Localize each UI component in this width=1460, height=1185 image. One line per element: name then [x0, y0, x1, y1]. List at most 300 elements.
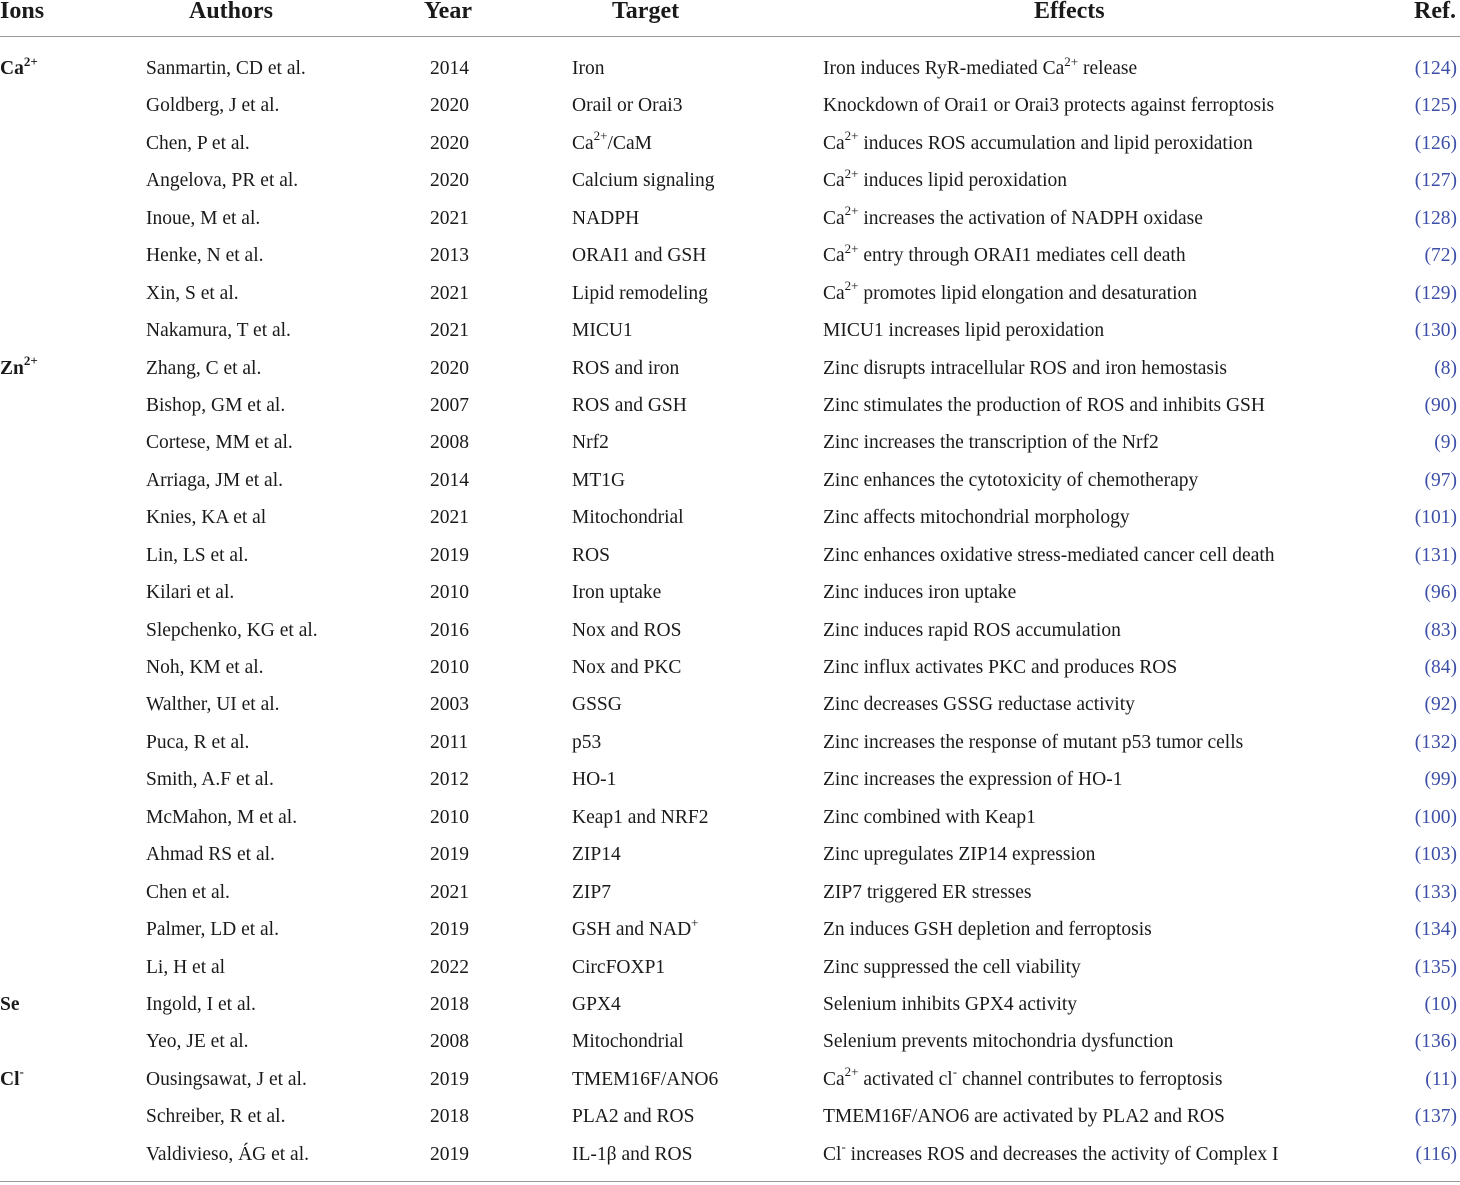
author-cell: Ingold, I et al. [146, 993, 256, 1015]
year-cell: 2019 [430, 1068, 469, 1090]
year-cell: 2021 [430, 507, 469, 529]
target-cell [572, 986, 621, 1023]
ref-cell [1415, 799, 1457, 836]
effect-cell [823, 949, 1081, 986]
target-cell [572, 612, 681, 649]
effect-sup: - [841, 1139, 846, 1155]
effect-text-post: promotes lipid elongation and desaturation [858, 282, 1197, 304]
target-cell [572, 799, 708, 836]
table-row [0, 612, 1460, 649]
effect-text: Zinc induces rapid ROS accumulation [823, 619, 1121, 641]
ref-close-paren: ) [1450, 694, 1457, 716]
effect-cell [823, 275, 1197, 312]
ion-cell [0, 1061, 24, 1098]
effect-cell [823, 50, 1137, 87]
effect-cell [823, 312, 1104, 349]
ref-open-paren: ( [1414, 507, 1422, 529]
effect-text: Selenium inhibits GPX4 activity [823, 993, 1078, 1015]
table-row [0, 50, 1460, 87]
effect-text: Knockdown of Orai1 or Orai3 protects against ferroptosis [823, 95, 1275, 117]
effect-text: Ca [823, 132, 845, 154]
ref-cell [1434, 424, 1457, 461]
target-cell [572, 836, 621, 873]
ref-close-paren: ) [1450, 394, 1457, 416]
effect-text: ZIP7 triggered ER stresses [823, 881, 1032, 903]
target-text: HO-1 [572, 769, 617, 791]
author-cell: Goldberg, J et al. [146, 95, 280, 117]
ref-cell [1425, 237, 1458, 274]
ref-link[interactable]: 99 [1431, 769, 1451, 791]
effect-text: Zinc affects mitochondrial morphology [823, 507, 1130, 529]
author-cell: Li, H et al [146, 956, 226, 978]
ref-cell [1415, 1136, 1457, 1173]
target-cell [572, 424, 609, 461]
ref-open-paren: ( [1425, 1068, 1432, 1090]
target-text: Keap1 and NRF2 [572, 806, 709, 828]
target-cell [572, 724, 601, 761]
effect-text: Zinc increases the response of mutant p53 tumor cells [823, 731, 1244, 753]
ref-link[interactable]: 8 [1440, 357, 1451, 379]
target-cell [572, 537, 610, 574]
ref-link[interactable]: 124 [1421, 58, 1451, 79]
effect-text: MICU1 increases lipid peroxidation [823, 320, 1105, 342]
ref-open-paren: ( [1414, 282, 1422, 304]
effect-text: Ca [823, 207, 845, 229]
year-cell: 2020 [430, 170, 469, 192]
ref-open-paren: ( [1414, 731, 1422, 753]
ref-close-paren: ) [1450, 769, 1457, 791]
ref-cell [1415, 1098, 1457, 1135]
effect-cell [823, 911, 1152, 948]
ref-link[interactable]: 130 [1421, 320, 1451, 342]
target-text: ROS and iron [572, 357, 680, 379]
ref-cell [1415, 312, 1457, 349]
year-cell: 2019 [430, 844, 469, 866]
author-cell: Smith, A.F et al. [146, 769, 274, 791]
table-row [0, 499, 1460, 536]
header-target: Target [612, 0, 680, 24]
ref-close-paren: ) [1450, 919, 1457, 941]
author-cell: Xin, S et al. [146, 282, 239, 304]
table-row [0, 237, 1460, 274]
target-text-post: /CaM [607, 132, 652, 154]
ref-link[interactable]: 11 [1431, 1068, 1451, 1090]
effect-text-post: induces lipid peroxidation [858, 170, 1068, 192]
effect-text-post: entry through ORAI1 mediates cell death [858, 245, 1186, 267]
effect-cell [823, 874, 1032, 911]
ref-cell [1425, 686, 1458, 723]
ref-close-paren: ) [1450, 469, 1457, 491]
ref-open-paren: ( [1415, 1143, 1422, 1165]
ref-link[interactable]: 116 [1421, 1143, 1451, 1165]
ref-open-paren: ( [1424, 993, 1431, 1015]
year-cell: 2010 [430, 657, 469, 678]
ref-open-paren: ( [1414, 95, 1422, 117]
effect-text: Zinc increases the expression of HO-1 [823, 769, 1123, 791]
effect-text: Zinc combined with Keap1 [823, 806, 1036, 828]
target-text: ROS and GSH [572, 394, 687, 416]
ref-open-paren: ( [1424, 394, 1431, 416]
table-row [0, 350, 1460, 387]
table-row [0, 686, 1460, 723]
effect-text: Zinc suppressed the cell viability [823, 956, 1081, 978]
ref-close-paren: ) [1450, 1106, 1457, 1128]
table-row [0, 275, 1460, 312]
target-cell [572, 125, 652, 162]
target-cell [572, 1061, 718, 1098]
ref-link[interactable]: 96 [1431, 582, 1451, 604]
year-cell: 2020 [430, 357, 469, 379]
ref-open-paren: ( [1434, 432, 1441, 454]
target-cell [572, 387, 687, 424]
table-row [0, 1136, 1460, 1173]
ref-close-paren: ) [1450, 1068, 1457, 1090]
ref-link[interactable]: 97 [1431, 469, 1451, 491]
target-text: GPX4 [572, 993, 621, 1015]
effect-cell [823, 162, 1067, 199]
ion-charge: - [19, 1064, 24, 1080]
target-text: IL-1β and ROS [572, 1143, 693, 1165]
year-cell: 2018 [430, 1106, 469, 1128]
ref-open-paren: ( [1414, 1031, 1422, 1053]
target-text: ORAI1 and GSH [572, 245, 707, 267]
effect-text: Zinc stimulates the production of ROS and inhibits GSH [823, 394, 1265, 416]
ref-close-paren: ) [1450, 881, 1457, 903]
table-row [0, 649, 1460, 686]
ref-open-paren: ( [1414, 956, 1422, 978]
target-sup: 2+ [593, 128, 608, 144]
ref-cell [1425, 387, 1458, 424]
effect-sup: - [952, 1064, 958, 1080]
table-row [0, 836, 1460, 873]
target-text: GSH and NAD [572, 919, 692, 941]
ref-open-paren: ( [1414, 58, 1422, 79]
ion-symbol: Zn [0, 357, 24, 379]
target-cell [572, 50, 605, 87]
effect-text: Zinc increases the transcription of the Nrf2 [823, 432, 1159, 454]
header-effects: Effects [1034, 0, 1105, 24]
effect-text: Zinc induces iron uptake [823, 582, 1017, 604]
ref-link[interactable]: 126 [1421, 132, 1451, 154]
table-row [0, 462, 1460, 499]
ref-link[interactable]: 127 [1421, 170, 1451, 192]
ref-cell [1415, 1023, 1457, 1060]
ion-cell [0, 50, 38, 87]
bottom-rule [0, 1181, 1460, 1182]
ref-close-paren: ) [1450, 245, 1457, 267]
ref-link[interactable]: 83 [1431, 619, 1451, 641]
table-row [0, 949, 1460, 986]
effect-sup: 2+ [844, 1064, 859, 1080]
author-cell: Noh, KM et al. [146, 657, 264, 678]
target-text: GSSG [572, 694, 622, 716]
target-text: ROS [572, 544, 610, 566]
year-cell: 2012 [430, 769, 469, 791]
target-cell [572, 200, 639, 237]
ref-close-paren: ) [1450, 956, 1457, 978]
ref-cell [1415, 949, 1457, 986]
ref-open-paren: ( [1424, 469, 1431, 491]
ref-close-paren: ) [1450, 132, 1457, 154]
effect-cell [823, 836, 1095, 873]
effect-text: Zinc enhances oxidative stress-mediated cancer cell death [823, 544, 1275, 566]
ref-open-paren: ( [1414, 881, 1422, 903]
ref-close-paren: ) [1450, 806, 1457, 828]
target-text: Lipid remodeling [572, 282, 708, 304]
year-cell: 2007 [430, 394, 469, 416]
target-cell [572, 1023, 684, 1060]
effect-text-post: channel contributes to ferroptosis [957, 1068, 1223, 1090]
author-cell: Sanmartin, CD et al. [146, 58, 306, 79]
target-cell [572, 312, 633, 349]
ref-cell [1425, 574, 1458, 611]
author-cell: Bishop, GM et al. [146, 394, 286, 416]
effect-cell [823, 574, 1016, 611]
effect-cell [823, 87, 1274, 124]
ref-link[interactable]: 10 [1431, 993, 1451, 1015]
ref-close-paren: ) [1450, 432, 1457, 454]
target-text: p53 [572, 731, 602, 753]
effect-cell [823, 537, 1275, 574]
effect-text: Selenium prevents mitochondria dysfunction [823, 1031, 1174, 1053]
target-text: Orail or Orai3 [572, 95, 683, 117]
table-row [0, 724, 1460, 761]
effect-cell [823, 125, 1253, 162]
target-text: Mitochondrial [572, 507, 684, 529]
author-cell: Cortese, MM et al. [146, 432, 293, 454]
author-cell: Lin, LS et al. [146, 544, 249, 566]
author-cell: Inoue, M et al. [146, 207, 261, 229]
year-cell: 2018 [430, 993, 469, 1015]
ref-close-paren: ) [1450, 58, 1457, 79]
ion-cell [0, 986, 20, 1023]
target-text: Calcium signaling [572, 170, 715, 192]
ref-close-paren: ) [1450, 507, 1457, 529]
table-row [0, 874, 1460, 911]
ref-open-paren: ( [1414, 207, 1422, 229]
table-row [0, 799, 1460, 836]
effect-cell [823, 237, 1186, 274]
target-text: CircFOXP1 [572, 956, 666, 978]
table-row [0, 986, 1460, 1023]
ref-open-paren: ( [1424, 245, 1431, 267]
ref-cell [1415, 499, 1457, 536]
ion-symbol: Se [0, 993, 20, 1015]
ref-link[interactable]: 129 [1421, 282, 1451, 304]
year-cell: 2010 [430, 806, 469, 828]
ref-link[interactable]: 72 [1431, 245, 1451, 267]
ref-cell [1415, 200, 1457, 237]
year-cell: 2016 [430, 619, 469, 641]
ref-link[interactable]: 84 [1431, 657, 1451, 678]
ref-cell [1415, 162, 1457, 199]
table-row [0, 200, 1460, 237]
target-text: Nrf2 [572, 432, 609, 454]
effect-cell [823, 350, 1227, 387]
year-cell: 2019 [430, 1143, 469, 1165]
target-cell [572, 949, 665, 986]
ref-close-paren: ) [1450, 320, 1457, 342]
ref-link[interactable]: 100 [1421, 806, 1451, 828]
year-cell: 2013 [430, 245, 469, 267]
effect-text: Zn induces GSH depletion and ferroptosis [823, 919, 1152, 941]
ion-charge: 2+ [23, 353, 38, 368]
year-cell: 2019 [430, 919, 469, 941]
effect-cell [823, 986, 1077, 1023]
effect-text-post: increases ROS and decreases the activity of Complex I [845, 1143, 1279, 1165]
ref-close-paren: ) [1450, 657, 1457, 678]
year-cell: 2021 [430, 207, 469, 229]
year-cell: 2021 [430, 282, 469, 304]
target-cell [572, 275, 708, 312]
table-row [0, 87, 1460, 124]
effect-text: Zinc upregulates ZIP14 expression [823, 844, 1096, 866]
ref-cell [1415, 724, 1457, 761]
year-cell: 2022 [430, 956, 469, 978]
effect-cell [823, 387, 1265, 424]
ref-open-paren: ( [1414, 170, 1422, 192]
effect-text: Zinc enhances the cytotoxicity of chemotherapy [823, 469, 1199, 491]
ref-open-paren: ( [1424, 657, 1431, 678]
ion-symbol: Ca [0, 58, 24, 79]
header-ref: Ref. [1414, 0, 1456, 24]
ref-link[interactable]: 131 [1421, 544, 1451, 566]
ref-close-paren: ) [1450, 731, 1457, 753]
ref-close-paren: ) [1450, 170, 1457, 192]
target-cell [572, 350, 679, 387]
ref-close-paren: ) [1450, 1031, 1457, 1053]
effect-cell [823, 200, 1203, 237]
effect-text: Cl [823, 1143, 842, 1165]
effect-cell [823, 686, 1135, 723]
ref-cell [1425, 1061, 1457, 1098]
table-row [0, 162, 1460, 199]
ref-cell [1425, 649, 1458, 686]
ref-cell [1425, 462, 1458, 499]
ref-cell [1434, 350, 1457, 387]
ref-open-paren: ( [1414, 320, 1422, 342]
target-cell [572, 162, 714, 199]
target-text: Ca [572, 132, 594, 154]
author-cell: Ahmad RS et al. [146, 844, 275, 866]
author-cell: Puca, R et al. [146, 731, 250, 753]
ref-cell [1415, 874, 1457, 911]
table-body [0, 37, 1460, 1173]
effect-sup: 2+ [844, 240, 859, 256]
target-cell [572, 761, 616, 798]
effect-sup: 2+ [844, 165, 859, 181]
author-cell: Palmer, LD et al. [146, 919, 279, 941]
ref-open-paren: ( [1414, 919, 1422, 941]
target-text: PLA2 and ROS [572, 1106, 695, 1128]
target-text: NADPH [572, 207, 640, 229]
year-cell: 2020 [430, 132, 469, 154]
ref-link[interactable]: 92 [1431, 694, 1451, 716]
ref-link[interactable]: 136 [1421, 1031, 1451, 1053]
effect-text-post: release [1078, 58, 1138, 79]
effect-cell [823, 424, 1159, 461]
target-cell [572, 87, 682, 124]
author-cell: Knies, KA et al [146, 507, 267, 529]
author-cell: Ousingsawat, J et al. [146, 1068, 307, 1090]
ref-close-paren: ) [1450, 993, 1457, 1015]
effect-text: Ca [823, 1068, 845, 1090]
effect-cell [823, 462, 1198, 499]
target-cell [572, 462, 625, 499]
effect-text: Zinc disrupts intracellular ROS and iron hemostasis [823, 357, 1228, 379]
table-header [0, 0, 1460, 37]
ion-charge: 2+ [23, 53, 38, 69]
ref-link[interactable]: 135 [1421, 956, 1451, 978]
effect-text: Ca [823, 170, 845, 192]
ref-link[interactable]: 90 [1431, 394, 1451, 416]
author-cell: Yeo, JE et al. [146, 1031, 249, 1053]
table-row [0, 387, 1460, 424]
target-cell [572, 874, 611, 911]
effect-text: Ca [823, 282, 845, 304]
year-cell: 2014 [430, 469, 469, 491]
ref-link[interactable]: 134 [1421, 919, 1451, 941]
ref-cell [1415, 50, 1457, 87]
ref-link[interactable]: 132 [1421, 731, 1451, 753]
effect-text-post: activated cl [858, 1068, 953, 1090]
effect-cell [823, 724, 1243, 761]
ref-link[interactable]: 128 [1421, 207, 1451, 229]
ref-open-paren: ( [1414, 544, 1422, 566]
ref-link[interactable]: 9 [1440, 432, 1451, 454]
ref-link[interactable]: 103 [1421, 844, 1451, 866]
table-row [0, 911, 1460, 948]
ref-cell [1415, 836, 1457, 873]
ref-open-paren: ( [1414, 844, 1422, 866]
author-cell: Valdivieso, ÁG et al. [146, 1143, 310, 1165]
target-text: Iron [572, 58, 605, 79]
ion-symbol: Cl [0, 1068, 20, 1090]
ref-close-paren: ) [1450, 619, 1457, 641]
target-cell [572, 1098, 694, 1135]
ref-open-paren: ( [1424, 694, 1431, 716]
author-cell: Chen et al. [146, 881, 230, 903]
table-row [0, 1023, 1460, 1060]
author-cell: Walther, UI et al. [146, 694, 280, 716]
target-text: MICU1 [572, 320, 633, 342]
target-cell [572, 574, 661, 611]
ref-link[interactable]: 125 [1421, 95, 1451, 117]
ion-cell [0, 350, 38, 387]
table-row [0, 424, 1460, 461]
author-cell: Schreiber, R et al. [146, 1106, 286, 1128]
ref-close-paren: ) [1450, 207, 1457, 229]
header-ions: Ions [0, 0, 45, 24]
effect-cell [823, 612, 1121, 649]
ref-cell [1425, 761, 1458, 798]
ref-link[interactable]: 101 [1421, 507, 1451, 529]
year-cell: 2021 [430, 881, 469, 903]
year-cell: 2008 [430, 1031, 469, 1053]
author-cell: Angelova, PR et al. [146, 170, 299, 192]
author-cell: Arriaga, JM et al. [146, 469, 283, 491]
ref-close-paren: ) [1450, 282, 1457, 304]
target-cell [572, 499, 684, 536]
ref-close-paren: ) [1450, 357, 1457, 379]
effect-cell [823, 1136, 1278, 1173]
ref-link[interactable]: 137 [1421, 1106, 1451, 1128]
target-cell [572, 1136, 692, 1173]
target-text: ZIP14 [572, 844, 621, 866]
ref-cell [1415, 911, 1457, 948]
author-cell: Nakamura, T et al. [146, 320, 291, 342]
ref-link[interactable]: 133 [1421, 881, 1451, 903]
